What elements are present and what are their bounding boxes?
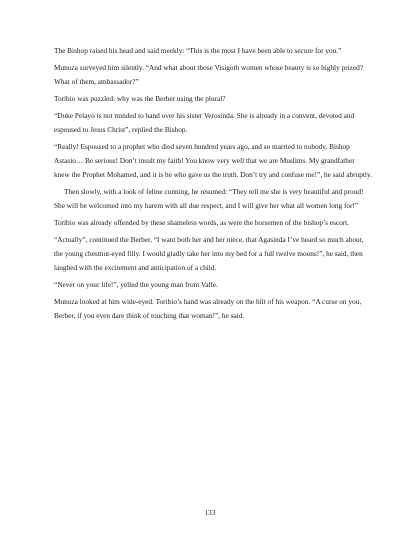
paragraph-2: Munuza surveyed him silently. “And what about those Visigoth women whose beauty is so highly prized? What of them, ambassador?” [54,63,364,86]
paragraph-7: Toribio was already offended by these shameless words, as were the horsemen of the bishop’s escort. [54,218,349,227]
paragraph-6: Then slowly, with a look of feline cunning, he resumed: “They tell me she is very beautiful and proud! She will be welcomed into my harem with all due respect, and I will give her what all women long for!” [54,187,364,210]
body-text [54,44,372,326]
paragraph-10: Munuza looked at him wide-eyed. Toribio’s hand was already on the hilt of his weapon. “A curse on you, Berber, if you even dare think of touching that woman!”, he said. [54,297,362,320]
paragraph-5: “Really! Espoused to a prophet who died seven hundred years ago, and so married to nobody, Bishop Astasio… Be serious! Don’t insult my faith! You know very well that we are Muslims. My grandfather knew the Prophet Mohamed, and it is he who gave us the truth. Don’t try and confuse me!”, he said abruptly. [54,142,372,179]
paragraph-9: “Never on your life!”, yelled the young man from Valle. [54,280,218,289]
paragraph-8: “Actually”, continued the Berber, “I want both her and her niece, that Agasinda I’ve heard so much about, the young chestnut-eyed filly. I would gladly take her into my bed for a full twelve moons!”, he said, then laughed with the excitement and anticipation of a child. [54,235,364,272]
paragraph-3: Toribio was puzzled: why was the Berber using the plural? [54,94,226,103]
paragraph-4: “Duke Pelayo is not minded to hand over his sister Verosinda. She is already in a convent, devoted and espoused to Jesus Christ”, replied the Bishop. [54,111,355,134]
paragraph-1: The Bishop raised his head and said meekly: “This is the most I have been able to secure for you.” [54,46,342,55]
page-number: 133 [204,508,216,517]
